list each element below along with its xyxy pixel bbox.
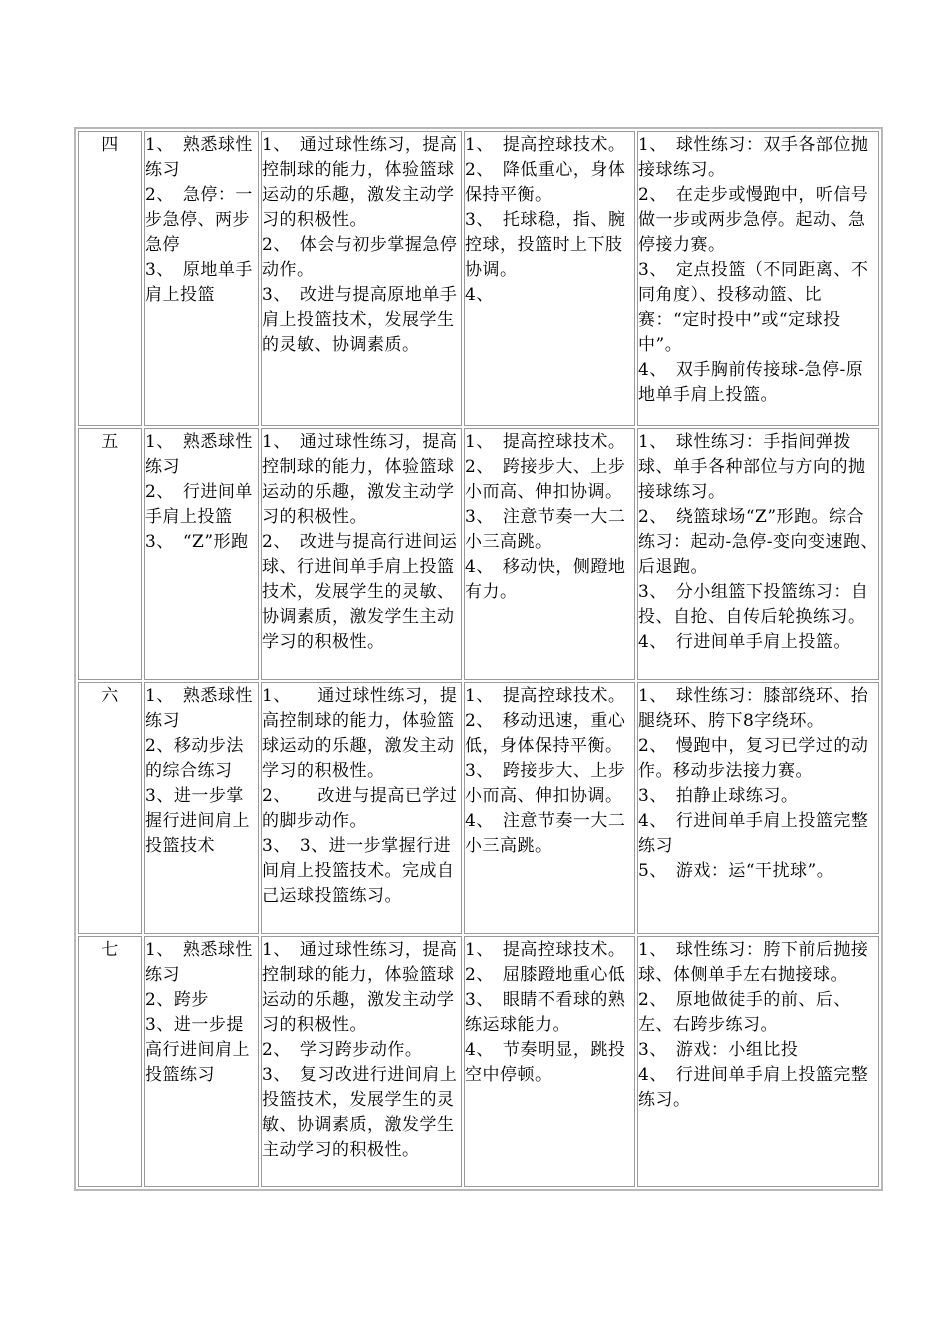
week-cell: 四: [78, 131, 142, 426]
method-line: 4、 双手胸前传接球-急停-原地单手肩上投篮。: [638, 360, 864, 405]
method-line: 1、 球性练习：双手各部位抛接球练习。: [638, 135, 869, 180]
methods-cell: [637, 682, 879, 934]
content-cell: [144, 682, 259, 934]
lesson-plan-table: [74, 127, 883, 1191]
table-row: [78, 428, 879, 680]
content-line: 3、进一步掌握行进间肩上投篮技术: [145, 786, 250, 856]
content-line: 1、 熟悉球性练习: [145, 432, 253, 477]
keypoints-cell: [464, 936, 635, 1187]
method-line: 3、 拍静止球练习。: [638, 786, 799, 806]
keypoint-line: 4、 移动快，侧蹬地有力。: [465, 557, 626, 602]
week-cell: 五: [78, 428, 142, 680]
content-line: 2、移动步法的综合练习: [145, 736, 244, 781]
lesson-plan-body: [78, 131, 879, 1187]
content-line: 2、 急停：一步急停、两步急停: [145, 185, 253, 255]
method-line: 4、 行进间单手肩上投篮完整练习: [638, 811, 869, 856]
goal-line: 2、 改进与提高行进间运球、行进间单手肩上投篮技术，发展学生的灵敏、协调素质，激发学生主动学习的积极性。: [262, 532, 458, 652]
keypoint-line: 1、 提高控球技术。: [465, 686, 626, 706]
table-row: [78, 131, 879, 426]
method-line: 1、 球性练习：膝部绕环、抬腿绕环、胯下8字绕环。: [638, 686, 869, 731]
method-line: 2、 慢跑中，复习已学过的动作。移动步法接力赛。: [638, 736, 869, 781]
goal-line: 2、 改进与提高已学过的脚步动作。: [262, 786, 458, 831]
method-line: 4、 行进间单手肩上投篮。: [638, 632, 851, 652]
goal-line: 1、 通过球性练习，提高控制球的能力，体验篮球运动的乐趣，激发主动学习的积极性。: [262, 686, 458, 781]
methods-cell: [637, 131, 879, 426]
keypoint-line: 3、 注意节奏一大二小三高跳。: [465, 507, 626, 552]
keypoint-line: 4、 注意节奏一大二小三高跳。: [465, 811, 626, 856]
content-line: 2、跨步: [145, 990, 209, 1010]
methods-cell: [637, 936, 879, 1187]
method-line: 1、 球性练习：手指间弹拨球、单手各种部位与方向的抛接球练习。: [638, 432, 866, 502]
keypoint-line: 3、 跨接步大、上步小而高、伸扣协调。: [465, 761, 626, 806]
goal-line: 3、 复习改进行进间肩上投篮技术，发展学生的灵敏、协调素质，激发学生主动学习的积极性。: [262, 1065, 458, 1160]
keypoint-line: 2、 移动迅速，重心低，身体保持平衡。: [465, 711, 626, 756]
content-cell: [144, 131, 259, 426]
keypoint-line: 4、 节奏明显，跳投空中停顿。: [465, 1040, 626, 1085]
method-line: 2、 在走步或慢跑中，听信号做一步或两步急停。起动、急停接力赛。: [638, 185, 869, 255]
method-line: 2、 原地做徒手的前、后、左、右跨步练习。: [638, 990, 851, 1035]
content-line: 1、 熟悉球性练习: [145, 135, 253, 180]
goal-line: 1、 通过球性练习，提高控制球的能力，体验篮球运动的乐趣，激发主动学习的积极性。: [262, 135, 458, 230]
content-line: 3、 “Z”形跑: [145, 532, 249, 552]
keypoints-cell: [464, 131, 635, 426]
content-line: 2、 行进间单手肩上投篮: [145, 482, 253, 527]
goals-cell: [261, 131, 462, 426]
method-line: 3、 分小组篮下投篮练习：自投、自抢、自传后轮换练习。: [638, 582, 869, 627]
method-line: 3、 游戏：小组比投: [638, 1040, 799, 1060]
keypoint-line: 1、 提高控球技术。: [465, 135, 626, 155]
method-line: 3、 定点投篮（不同距离、不同角度）、投移动篮、比赛：“定时投中”或“定球投中”。: [638, 260, 869, 355]
method-line: 1、 球性练习：胯下前后抛接球、体侧单手左右抛接球。: [638, 940, 869, 985]
goal-line: 1、 通过球性练习，提高控制球的能力，体验篮球运动的乐趣，激发主动学习的积极性。: [262, 940, 458, 1035]
content-cell: [144, 428, 259, 680]
keypoint-line: 2、 降低重心，身体保持平衡。: [465, 160, 626, 205]
methods-cell: [637, 428, 879, 680]
keypoint-line: 4、: [465, 285, 494, 305]
goal-line: 1、 通过球性练习，提高控制球的能力，体验篮球运动的乐趣，激发主动学习的积极性。: [262, 432, 458, 527]
goals-cell: [261, 428, 462, 680]
keypoint-line: 3、 托球稳，指、腕控球，投篮时上下肢协调。: [465, 210, 626, 280]
keypoint-line: 1、 提高控球技术。: [465, 432, 626, 452]
goals-cell: [261, 936, 462, 1187]
keypoint-line: 1、 提高控球技术。: [465, 940, 626, 960]
content-line: 3、 原地单手肩上投篮: [145, 260, 253, 305]
content-line: 3、进一步提高行进间肩上投篮练习: [145, 1015, 250, 1085]
goal-line: 2、 学习跨步动作。: [262, 1040, 423, 1060]
goal-line: 3、 改进与提高原地单手肩上投篮技术，发展学生的灵敏、协调素质。: [262, 285, 458, 355]
keypoint-line: 2、 跨接步大、上步小而高、伸扣协调。: [465, 457, 626, 502]
goal-line: 3、 3、进一步掌握行进间肩上投篮技术。完成自己运球投篮练习。: [262, 836, 455, 906]
method-line: 4、 行进间单手肩上投篮完整练习。: [638, 1065, 869, 1110]
week-cell: 七: [78, 936, 142, 1187]
content-line: 1、 熟悉球性练习: [145, 940, 253, 985]
content-cell: [144, 936, 259, 1187]
keypoints-cell: [464, 428, 635, 680]
week-cell: 六: [78, 682, 142, 934]
table-row: [78, 936, 879, 1187]
table-row: [78, 682, 879, 934]
keypoint-line: 2、 屈膝蹬地重心低: [465, 965, 626, 985]
goal-line: 2、 体会与初步掌握急停动作。: [262, 235, 458, 280]
keypoint-line: 3、 眼睛不看球的熟练运球能力。: [465, 990, 626, 1035]
content-line: 1、 熟悉球性练习: [145, 686, 253, 731]
goals-cell: [261, 682, 462, 934]
keypoints-cell: [464, 682, 635, 934]
method-line: 2、 绕篮球场“Z”形跑。综合练习：起动-急停-变向变速跑、后退跑。: [638, 507, 878, 577]
method-line: 5、 游戏：运“干扰球”。: [638, 861, 835, 881]
